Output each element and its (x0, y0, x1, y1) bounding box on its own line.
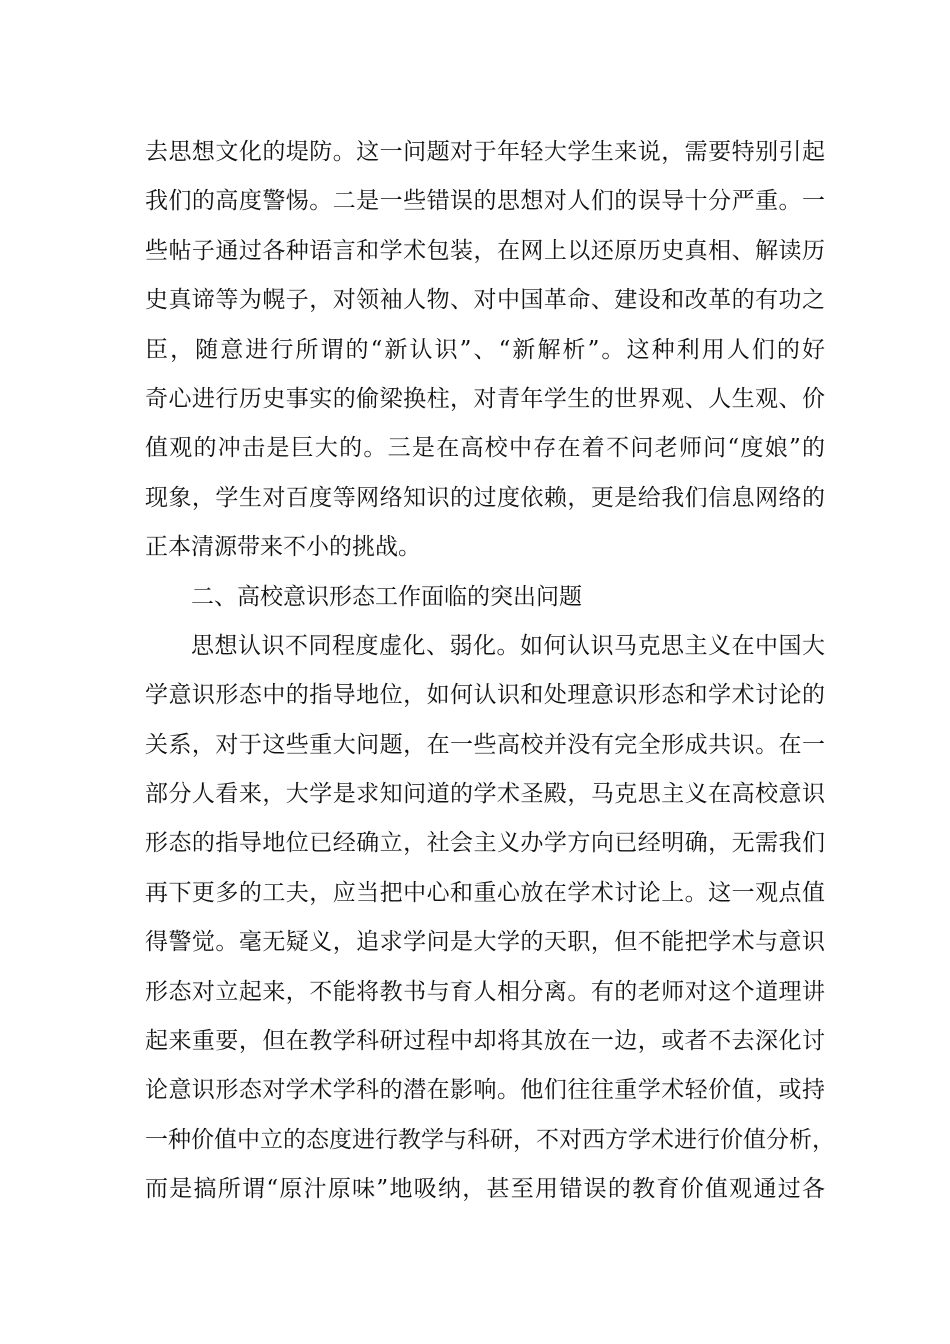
text-line: 一种价值中立的态度进行教学与科研，不对西方学术进行价值分析， (145, 1126, 835, 1153)
text-line: 起来重要，但在教学科研过程中却将其放在一边，或者不去深化讨 (145, 1028, 825, 1055)
text-line: 值观的冲击是巨大的。三是在高校中存在着不问老师问“度娘”的 (145, 435, 825, 462)
text-line: 得警觉。毫无疑义，追求学问是大学的天职，但不能把学术与意识 (145, 929, 825, 956)
text-line: 正本清源带来不小的挑战。 (145, 534, 421, 561)
text-line: 学意识形态中的指导地位，如何认识和处理意识形态和学术讨论的 (145, 682, 825, 709)
text-line: 论意识形态对学术学科的潜在影响。他们往往重学术轻价值，或持 (145, 1077, 825, 1104)
text-line: 而是搞所谓“原汁原味”地吸纳，甚至用错误的教育价值观通过各 (145, 1176, 825, 1203)
paragraph-first-line: 思想认识不同程度虚化、弱化。如何认识马克思主义在中国大 (191, 632, 825, 659)
text-line: 奇心进行历史事实的偷梁换柱，对青年学生的世界观、人生观、价 (145, 385, 825, 412)
text-line: 我们的高度警惕。二是一些错误的思想对人们的误导十分严重。一 (145, 188, 825, 215)
text-line: 史真谛等为幌子，对领袖人物、对中国革命、建设和改革的有功之 (145, 287, 825, 314)
text-line: 部分人看来，大学是求知问道的学术圣殿，马克思主义在高校意识 (145, 781, 825, 808)
text-line: 关系，对于这些重大问题，在一些高校并没有完全形成共识。在一 (145, 731, 825, 758)
text-line: 形态的指导地位已经确立，社会主义办学方向已经明确，无需我们 (145, 830, 825, 857)
text-line: 形态对立起来，不能将教书与育人相分离。有的老师对这个道理讲 (145, 978, 825, 1005)
body-text (145, 128, 835, 1215)
text-line: 臣，随意进行所谓的“新认识”、“新解析”。这种利用人们的好 (145, 336, 825, 363)
text-line: 再下更多的工夫，应当把中心和重心放在学术讨论上。这一观点值 (145, 879, 825, 906)
text-line: 现象，学生对百度等网络知识的过度依赖，更是给我们信息网络的 (145, 484, 825, 511)
text-line: 去思想文化的堤防。这一问题对于年轻大学生来说，需要特别引起 (145, 139, 825, 165)
text-line: 些帖子通过各种语言和学术包装，在网上以还原历史真相、解读历 (145, 237, 825, 264)
section-heading: 二、高校意识形态工作面临的突出问题 (191, 583, 582, 610)
